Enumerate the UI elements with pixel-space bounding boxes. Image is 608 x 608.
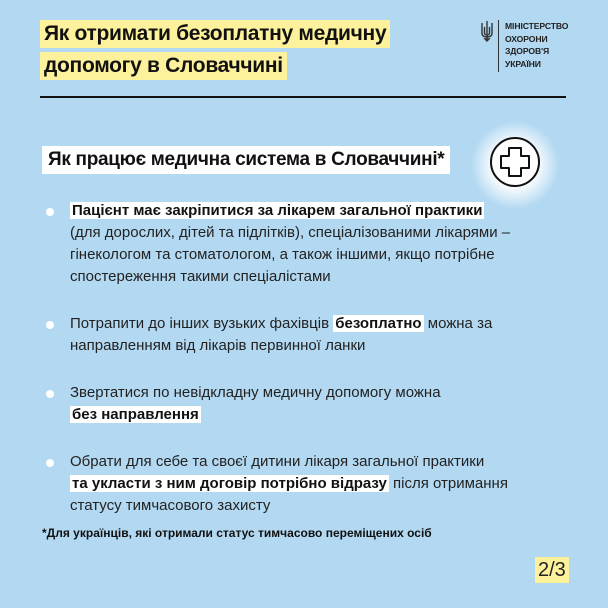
item-text-after: можна за направленням від лікарів первинної ланки [70,315,493,354]
info-list [46,200,546,542]
item-text: (для дорослих, дітей та підлітків), спеціалізованими лікарями – гінекологом та стоматологом, а також іншими, якщо потрібне спостереження такими спеціалістами [70,224,511,285]
page-title [40,20,390,84]
title-line-2: допомогу в Словаччині [40,52,287,80]
trident-icon [480,20,494,42]
item-highlight: безоплатно [335,315,422,332]
ministry-line-3: ЗДОРОВ'Я [505,46,550,56]
medical-cross-badge [470,120,560,210]
page-number: 2/3 [535,557,569,583]
ministry-line-2: ОХОРОНИ [505,33,548,44]
item-text-before: Звертатися по невідкладну медичну допомогу можна [70,384,441,401]
section-heading: Як працює медична система в Словаччині* [42,146,450,174]
ministry-line-1: МІНІСТЕРСТВО [505,21,569,31]
bullet-dot [46,321,54,329]
ministry-divider [498,20,499,72]
list-item [46,313,546,357]
item-text-before: Потрапити до інших вузьких фахівців [70,315,330,332]
bullet-dot [46,208,54,216]
bullet-dot [46,459,54,467]
item-highlight: без направлення [72,406,199,423]
item-highlight: та укласти з ним договір потрібно відразу [72,475,387,492]
medical-cross-icon [470,120,560,210]
list-item [46,200,546,288]
header-divider [40,96,566,98]
list-item [46,451,546,517]
footnote: *Для українців, які отримали статус тимчасово переміщених осіб [42,526,432,540]
bullet-dot [46,390,54,398]
item-highlight: Пацієнт має закріпитися за лікарем загальної практики [72,202,483,219]
item-text-after: після отримання статусу тимчасового захисту [70,475,508,514]
ministry-name [505,20,568,70]
item-text-before: Обрати для себе та своєї дитини лікаря загальної практики [70,453,485,470]
title-line-1: Як отримати безоплатну медичну [40,20,390,48]
ministry-logo [480,20,568,72]
list-item [46,382,546,426]
ministry-line-4: УКРАЇНИ [505,58,541,69]
